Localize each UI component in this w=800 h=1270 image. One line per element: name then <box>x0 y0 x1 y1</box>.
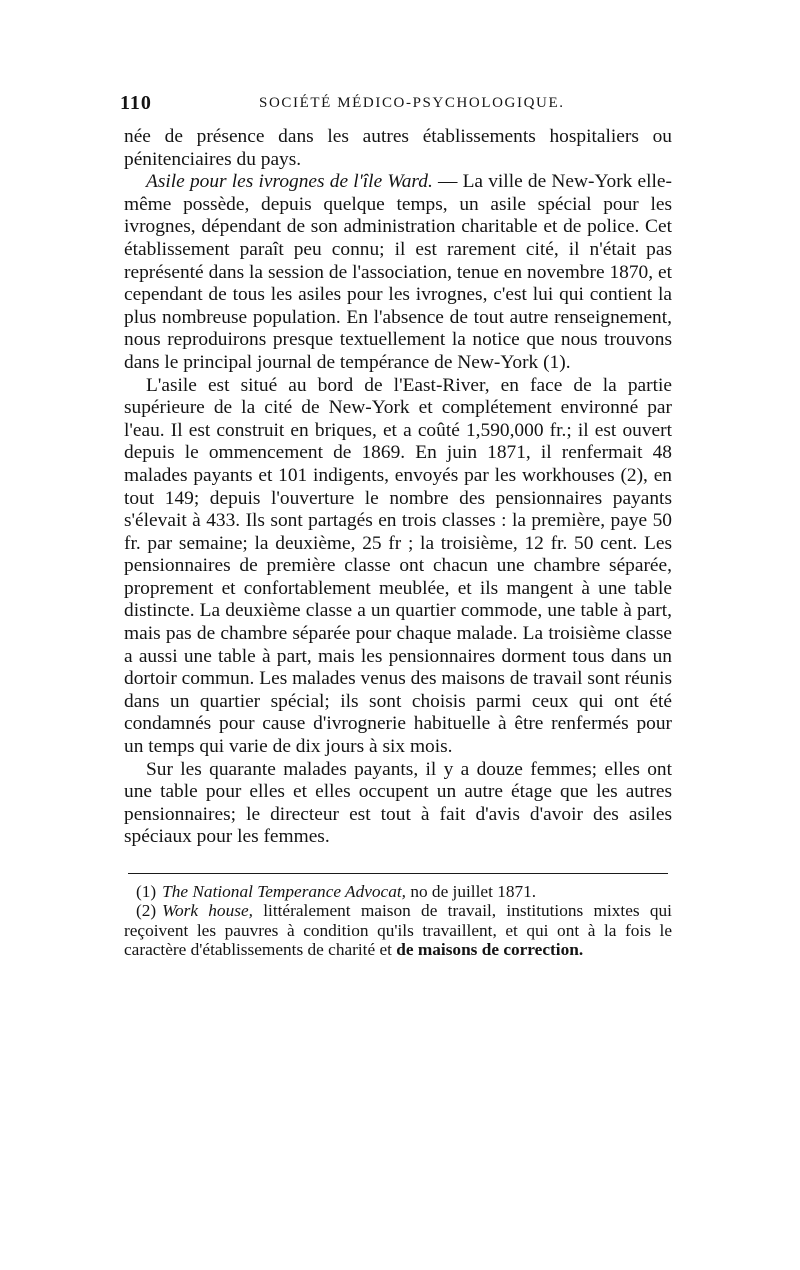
footnote-2-text: littéralement maison de travail, institutions mixtes qui reçoivent les pauvres à condition qu'ils travaillent, et qui ont à la fois le caractère d'établissements de charité et <box>124 901 672 960</box>
footnote-1-mark: (1) <box>136 882 157 901</box>
footnote-2-end: de maisons de correction. <box>396 940 584 960</box>
paragraph-continued: née de présence dans les autres établissements hospitaliers ou pénitenciaires du pays. <box>124 126 672 170</box>
footnote-2 <box>124 901 672 959</box>
footnotes <box>124 882 672 960</box>
paragraph-asile-description: L'asile est situé au bord de l'East-River, en face de la partie supérieure de la cité de New-York et complétement environné par l'eau. Il est construit en briques, et a coûté 1,590,000 fr.; il est ouvert depuis le ommencement de 1869. En juin 1871, il renfermait 48 malades payants et 101 indigents, envoyés par les workhouses (2), en tout 149; depuis l'ouverture le nombre des pensionnaires payants s'élevait à 433. Ils sont partagés en trois classes : la première, paye 50 fr. par semaine; la deuxième, 25 fr ; la troisième, 12 fr. 50 cent. Les pensionnaires de première classe ont chacun une chambre séparée, proprement et confortablement meublée, et ils mangent à une table distincte. La deuxième classe a un quartier commode, une table à part, mais pas de chambre séparée pour chaque malade. La troisième classe a aussi une table à part, mais les pensionnaires dorment tous dans un dortoir commun. Les malades venus des maisons de travail sont réunis dans un quartier spécial; ils sont choisis parmi ceux qui ont été condamnés pour cause d'ivrognerie habituelle à être renfermés pour un temps qui varie de dix jours à six mois. <box>124 374 672 758</box>
footnote-1 <box>124 882 672 901</box>
book-page <box>120 92 672 960</box>
footnote-1-text: no de juillet 1871. <box>406 882 537 901</box>
footnote-2-title: Work house, <box>162 901 253 921</box>
section-title-italic: Asile pour les ivrognes de l'île Ward. <box>146 171 433 193</box>
footnote-1-title: The National Temperance Advocat, <box>162 882 406 901</box>
running-title: SOCIÉTÉ MÉDICO-PSYCHOLOGIQUE. <box>259 95 565 111</box>
footnote-rule <box>128 873 668 874</box>
paragraph-women-patients: Sur les quarante malades payants, il y a douze femmes; elles ont une table pour elles et elles occupent un autre étage que les autres pensionnaires; le directeur est tout à fait d'avis d'avoir des asiles spéciaux pour les femmes. <box>124 758 672 848</box>
footnote-2-mark: (2) <box>136 901 157 921</box>
paragraph-asile-ward <box>124 171 672 374</box>
page-number: 110 <box>120 92 152 114</box>
paragraph-asile-ward-body: — La ville de New-York elle-même possède, depuis quelque temps, un asile spécial pour les ivrognes, dépendant de son administration charitable et de police. Cet établissement paraît peu connu; il est rarement cité, il n'était pas représenté dans la session de l'association, tenue en novembre 1870, et cependant de tous les asiles pour les ivrognes, c'est lui qui contient la plus nombreuse population. En l'absence de tout autre renseignement, nous reproduirons presque textuellement la notice que nous trouvons dans le principal journal de tempérance de New-York (1). <box>124 171 672 373</box>
page-header <box>120 92 672 126</box>
main-text <box>124 126 672 849</box>
